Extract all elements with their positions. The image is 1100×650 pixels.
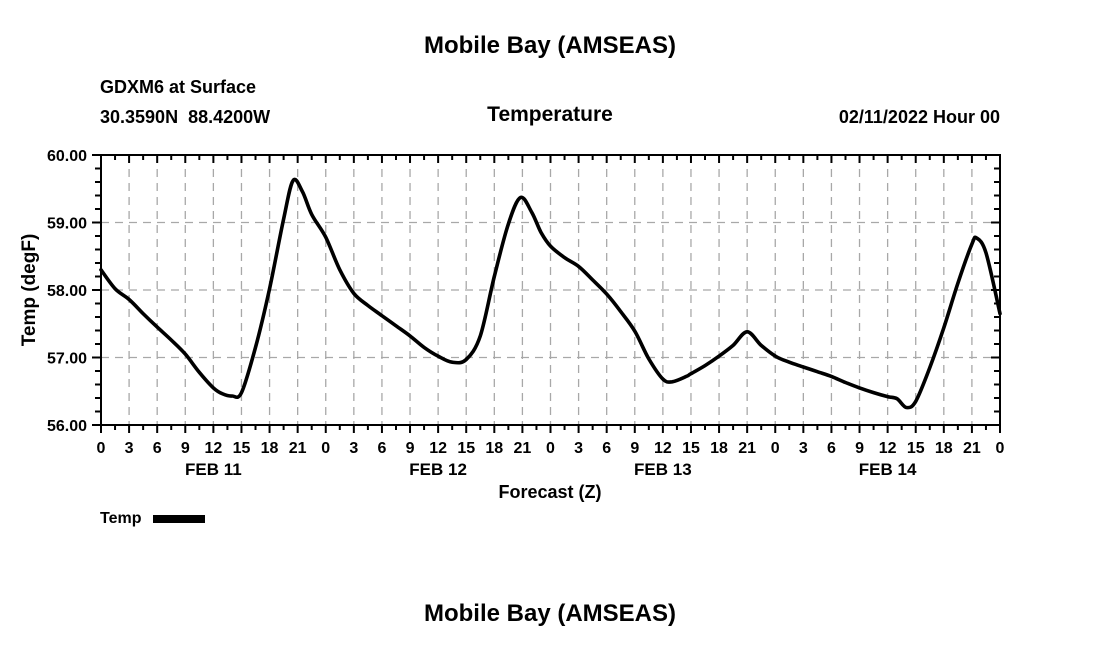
x-day-label: FEB 12	[409, 460, 467, 479]
y-axis-title: Temp (degF)	[19, 233, 40, 347]
next-chart-title: Mobile Bay (AMSEAS)	[423, 600, 677, 627]
x-tick-label: 6	[826, 440, 836, 457]
chart-title: Mobile Bay (AMSEAS)	[423, 32, 677, 59]
x-tick-label: 0	[995, 440, 1005, 457]
legend-label: Temp	[100, 510, 142, 527]
x-tick-label: 21	[738, 440, 757, 457]
x-tick-label: 15	[906, 440, 925, 457]
y-tick-label: 60.00	[46, 148, 87, 165]
y-tick-label: 58.00	[46, 283, 87, 300]
station-name: GDXM6 at Surface	[100, 77, 257, 97]
x-tick-label: 15	[457, 440, 476, 457]
y-tick-label: 56.00	[46, 418, 87, 435]
x-tick-label: 3	[124, 440, 134, 457]
x-tick-label: 15	[232, 440, 251, 457]
station-coordinates: 30.3590N 88.4200W	[100, 107, 271, 127]
x-tick-label: 6	[377, 440, 387, 457]
x-tick-label: 18	[485, 440, 504, 457]
x-tick-label: 18	[934, 440, 953, 457]
x-tick-label: 3	[574, 440, 584, 457]
x-axis-title: Forecast (Z)	[498, 482, 602, 502]
x-tick-label: 21	[288, 440, 307, 457]
x-tick-label: 12	[878, 440, 897, 457]
x-day-label: FEB 11	[185, 460, 242, 479]
x-tick-label: 0	[321, 440, 331, 457]
x-tick-label: 21	[963, 440, 981, 457]
x-day-label: FEB 14	[858, 460, 917, 479]
x-tick-label: 3	[798, 440, 808, 457]
x-tick-label: 12	[429, 440, 448, 457]
legend-line-swatch	[153, 515, 205, 523]
x-tick-label: 15	[682, 440, 700, 457]
forecast-init-datetime: 02/11/2022 Hour 00	[838, 107, 1000, 127]
x-tick-label: 18	[260, 440, 279, 457]
x-tick-label: 9	[630, 440, 640, 457]
x-tick-label: 18	[710, 440, 728, 457]
legend	[100, 509, 205, 529]
x-tick-label: 0	[770, 440, 780, 457]
x-tick-label: 6	[152, 440, 162, 457]
x-tick-label: 9	[855, 440, 864, 457]
x-tick-label: 6	[602, 440, 612, 457]
y-tick-label: 59.00	[46, 215, 87, 233]
x-tick-label: 9	[405, 440, 415, 457]
x-tick-label: 12	[653, 440, 672, 457]
x-tick-label: 3	[349, 440, 359, 457]
x-tick-label: 9	[180, 440, 190, 457]
x-day-label: FEB 13	[634, 460, 692, 479]
y-tick-label: 57.00	[46, 350, 87, 368]
plot-variable-title: Temperature	[487, 103, 613, 126]
x-tick-label: 0	[546, 440, 555, 457]
x-tick-label: 12	[204, 440, 223, 457]
x-tick-label: 0	[96, 440, 106, 457]
x-tick-label: 21	[513, 440, 532, 457]
